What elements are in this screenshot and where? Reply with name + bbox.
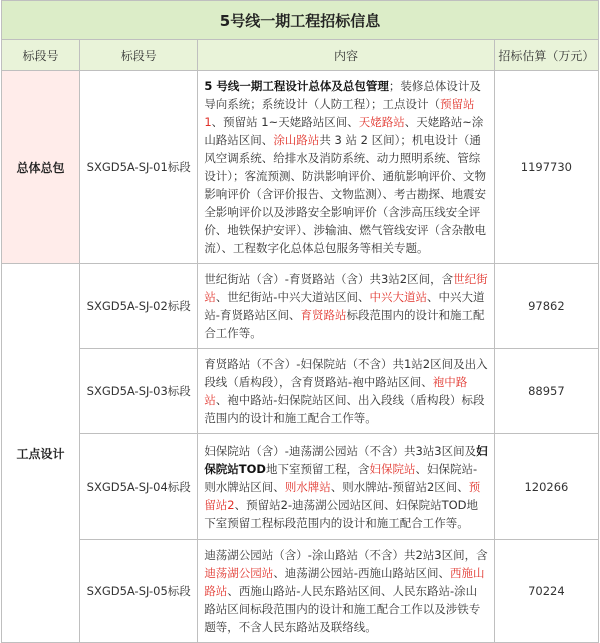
content-segment: 、则水牌站-预留站2区间、 (330, 479, 469, 494)
header-segment: 标段号 (2, 40, 80, 71)
content-segment: 妇保院站 (369, 461, 416, 476)
table-row (2, 264, 599, 349)
content-segment: 、中兴大道站-育贤路站区间、 (204, 290, 485, 322)
content-segment: 、妇保院站-则水牌站区间、 (204, 461, 478, 494)
row-estimate: 97862 (494, 264, 598, 349)
row-estimate: 1197730 (494, 71, 598, 264)
content-segment: 妇保院站（含）-迪荡湖公园站（不含）共3站3区间及 (204, 443, 477, 458)
row-content (198, 71, 494, 264)
content-segment: 、预留站 1~天姥路站区间、 (211, 115, 359, 129)
group-total: 总体总包 (2, 71, 80, 264)
row-content (198, 349, 494, 434)
content-segment: 天姥路站 (358, 115, 405, 129)
table-row (2, 349, 599, 434)
header-estimate: 招标估算（万元） (494, 40, 598, 71)
content-segment: 、迪荡湖公园站-西施山路站区间、 (273, 566, 450, 580)
content-segment: 妇保院站TOD (204, 443, 488, 476)
content-segment: 袍中路站 (204, 375, 468, 407)
table-row (2, 540, 599, 643)
content-segment: 、西施山路站-人民东路站区间、人民东路站-涂山路站区间标段范围内的设计和施工配合工作以及涉铁专题等，不含人民东路站及联络线。 (204, 584, 481, 634)
page-title: 5号线一期工程招标信息 (2, 1, 599, 40)
title-row (2, 1, 599, 40)
group-worksite: 工点设计 (2, 264, 80, 643)
tender-table (1, 0, 599, 643)
content-segment: 世纪街站（含）-育贤路站（含）共3站2区间，含 (204, 272, 454, 286)
content-segment: 育贤路站（不含）-妇保院站（不含）共1站2区间及出入段线（盾构段），含育贤路站-袍中路站区间、 (204, 357, 488, 389)
content-segment: 、世纪街站-中兴大道站区间、 (215, 290, 370, 304)
content-segment: 西施山路站 (204, 566, 485, 598)
row-estimate: 88957 (494, 349, 598, 434)
content-segment: 标段范围内的设计和施工配合工作等。 (204, 308, 485, 340)
header-row (2, 40, 599, 71)
row-content (198, 264, 494, 349)
row-code: SXGD5A-SJ-05标段 (80, 540, 198, 643)
table-row (2, 434, 599, 540)
row-estimate: 120266 (494, 434, 598, 540)
tender-info-document (1, 0, 599, 643)
table-row (2, 71, 599, 264)
content-segment: 则水牌站 (284, 479, 331, 494)
content-segment: 迪荡湖公园站（含）-涂山路站（不含）共2站3区间，含 (204, 548, 488, 562)
content-segment: 、袍中路站-妇保院站区间、出入段线（盾构段）标段范围内的设计和施工配合工作等。 (204, 393, 485, 425)
content-segment: 预留站 1 (204, 97, 475, 129)
content-segment: ；装修总体设计及导向系统；系统设计（人防工程）；工点设计（ (204, 79, 481, 111)
content-segment: 涂山路站 (273, 133, 320, 147)
row-code: SXGD5A-SJ-02标段 (80, 264, 198, 349)
content-segment: 中兴大道站 (369, 290, 427, 304)
content-segment: 地下室预留工程，含 (265, 461, 370, 476)
content-segment: 世纪街站 (204, 272, 488, 304)
header-content: 内容 (198, 40, 494, 71)
row-code: SXGD5A-SJ-03标段 (80, 349, 198, 434)
content-segment: 育贤路站 (300, 308, 347, 322)
row-content (198, 434, 494, 540)
row-code: SXGD5A-SJ-01标段 (80, 71, 198, 264)
content-segment: 、预留站2-迪荡湖公园站区间、妇保院站TOD地下室预留工程标段范围内的设计和施工配合工作等。 (204, 497, 479, 530)
row-estimate: 70224 (494, 540, 598, 643)
row-content (198, 540, 494, 643)
content-segment: 共 3 站 2 区间）；机电设计（通风空调系统、给排水及消防系统、动力照明系统、管综设计）；客流预测、防洪影响评价、通航影响评价、文物影响评价（含评价报告、文物监测）、考古勘探、地震安全影响评价以及涉路安全影响评价（含涉高压线安全评价、地铁保护安评）、涉输油、燃气管线安评（含杂散电流）、工程数字化总体总包服务等相关专题。 (204, 133, 487, 255)
content-segment: 、天姥路站~涂山路站区间、 (204, 115, 484, 147)
row-code: SXGD5A-SJ-04标段 (80, 434, 198, 540)
content-segment: 预留站2 (204, 479, 481, 512)
header-code: 标段号 (80, 40, 198, 71)
content-segment: 5 号线一期工程设计总体及总包管理 (204, 79, 389, 93)
content-segment: 迪荡湖公园站 (204, 566, 274, 580)
